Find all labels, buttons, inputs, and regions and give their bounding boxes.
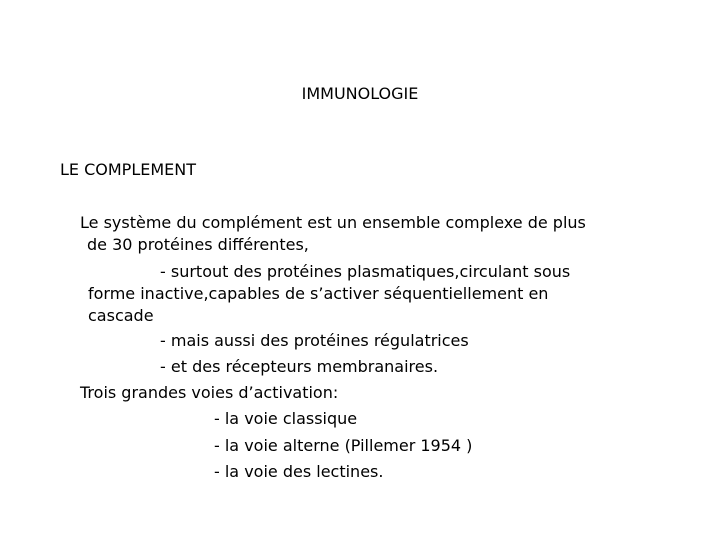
bullet-plasma-proteins-continued: cascade: [88, 306, 154, 325]
bullet-membrane-receptors: - et des récepteurs membranaires.: [160, 357, 439, 376]
intro-text-line: de 30 protéines différentes,: [87, 235, 309, 254]
section-heading: LE COMPLEMENT: [60, 160, 197, 179]
slide-title: IMMUNOLOGIE: [301, 84, 419, 103]
bullet-plasma-proteins: - surtout des protéines plasmatiques,circulant sous: [160, 262, 571, 281]
pathway-item-classical: - la voie classique: [214, 409, 358, 428]
bullet-regulatory-proteins: - mais aussi des protéines régulatrices: [160, 331, 469, 350]
bullet-plasma-proteins-continued: forme inactive,capables de s’activer séquentiellement en: [88, 284, 549, 303]
pathway-item-alternative: - la voie alterne (Pillemer 1954 ): [214, 436, 473, 455]
intro-text-line: Le système du complément est un ensemble complexe de plus: [80, 213, 586, 232]
pathway-item-lectin: - la voie des lectines.: [214, 462, 384, 481]
pathways-heading: Trois grandes voies d’activation:: [80, 383, 339, 402]
